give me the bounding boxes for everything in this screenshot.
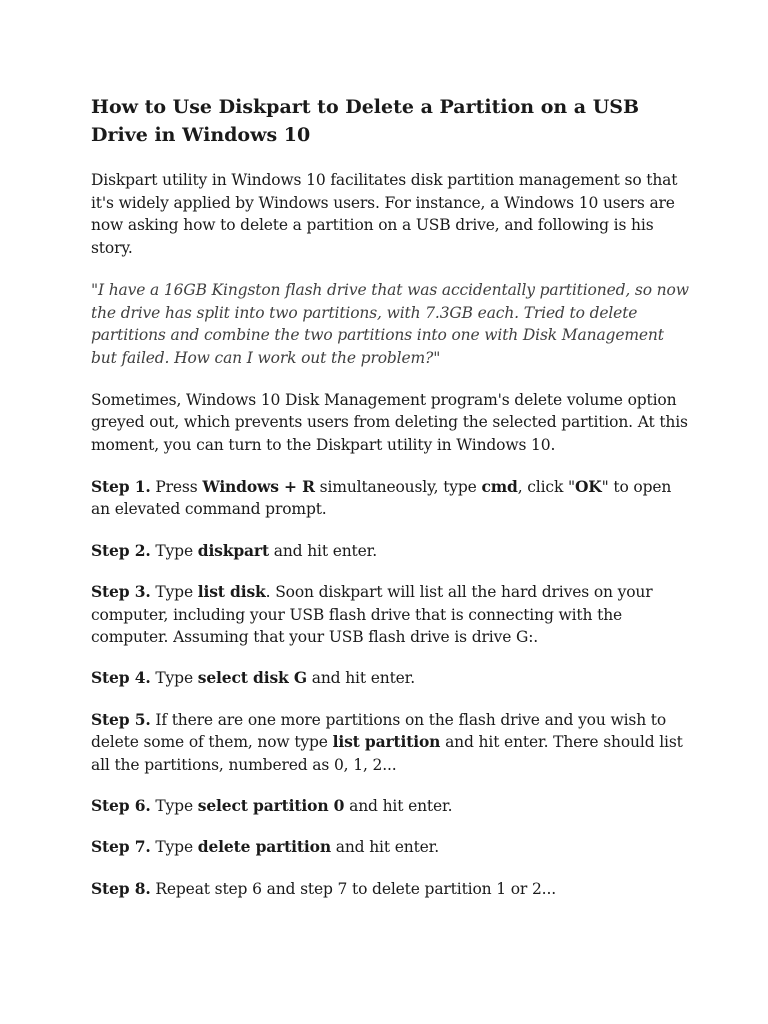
step-7 bbox=[91, 836, 691, 859]
step-text: and hit enter. bbox=[344, 797, 453, 816]
step-command: list partition bbox=[332, 732, 441, 752]
step-label: Step 6. bbox=[91, 796, 151, 816]
step-command: cmd bbox=[481, 476, 518, 496]
step-text: Press bbox=[150, 477, 203, 496]
step-command: select disk G bbox=[197, 668, 307, 688]
step-command: list disk bbox=[197, 581, 266, 601]
step-text: Type bbox=[150, 582, 198, 601]
step-label: Step 5. bbox=[91, 709, 151, 729]
step-text: and hit enter. bbox=[306, 669, 416, 688]
step-text: Type bbox=[150, 541, 198, 560]
step-text: and hit enter. bbox=[268, 541, 377, 560]
step-text: simultaneously, type bbox=[314, 477, 482, 496]
step-5 bbox=[91, 709, 691, 777]
step-text: If there are one more partitions on the flash drive and you wish to delete some of them, now type bbox=[91, 710, 667, 752]
explanation-paragraph: Sometimes, Windows 10 Disk Management program's delete volume option greyed out, which prevents users from deleting the selected partition. At this moment, you can turn to the Diskpart utility in Windows 10. bbox=[91, 390, 688, 455]
step-label: Step 3. bbox=[91, 581, 151, 601]
step-6 bbox=[91, 795, 691, 818]
article-title: How to Use Diskpart to Delete a Partition on a USB Drive in Windows 10 bbox=[91, 96, 640, 146]
step-command: delete partition bbox=[197, 837, 331, 857]
step-2 bbox=[91, 540, 691, 563]
step-command: select partition 0 bbox=[197, 796, 345, 816]
step-label: Step 8. bbox=[91, 878, 151, 898]
step-label: Step 1. bbox=[91, 476, 151, 496]
step-1 bbox=[91, 476, 691, 521]
intro-paragraph: Diskpart utility in Windows 10 facilitates disk partition management so that it's widely applied by Windows users. For instance, a Windows 10 users are now asking how to delete a partition on a USB drive, and following is his story. bbox=[91, 171, 678, 258]
step-text: . Soon diskpart will list all the hard drives on your computer, including your USB flash drive that is connecting with the computer. Assuming that your USB flash drive is drive G:. bbox=[91, 582, 653, 647]
step-label: Step 4. bbox=[91, 668, 151, 688]
step-text: and hit enter. bbox=[330, 838, 440, 857]
step-text: Type bbox=[150, 797, 198, 816]
step-4 bbox=[91, 667, 691, 690]
step-8 bbox=[91, 878, 691, 901]
step-text: Type bbox=[150, 838, 198, 857]
article bbox=[91, 93, 691, 919]
user-quote: "I have a 16GB Kingston flash drive that was accidentally partitioned, so now the drive has split into two partitions, with 7.3GB each. Tried to delete partitions and combine the two partitions into one with Disk Management but failed. How can I work out the problem?" bbox=[91, 280, 689, 367]
step-command: diskpart bbox=[197, 540, 269, 560]
step-label: Step 7. bbox=[91, 837, 151, 857]
step-command: Windows + R bbox=[202, 476, 315, 496]
step-3 bbox=[91, 581, 691, 649]
step-text: Type bbox=[150, 669, 198, 688]
step-text: Repeat step 6 and step 7 to delete partition 1 or 2... bbox=[150, 879, 556, 898]
step-text: , click " bbox=[517, 477, 575, 496]
step-command: OK bbox=[574, 476, 602, 496]
step-text: and hit enter. There should list all the partitions, numbered as 0, 1, 2... bbox=[91, 733, 683, 775]
step-label: Step 2. bbox=[91, 540, 151, 560]
step-text: " to open an elevated command prompt. bbox=[91, 477, 672, 519]
